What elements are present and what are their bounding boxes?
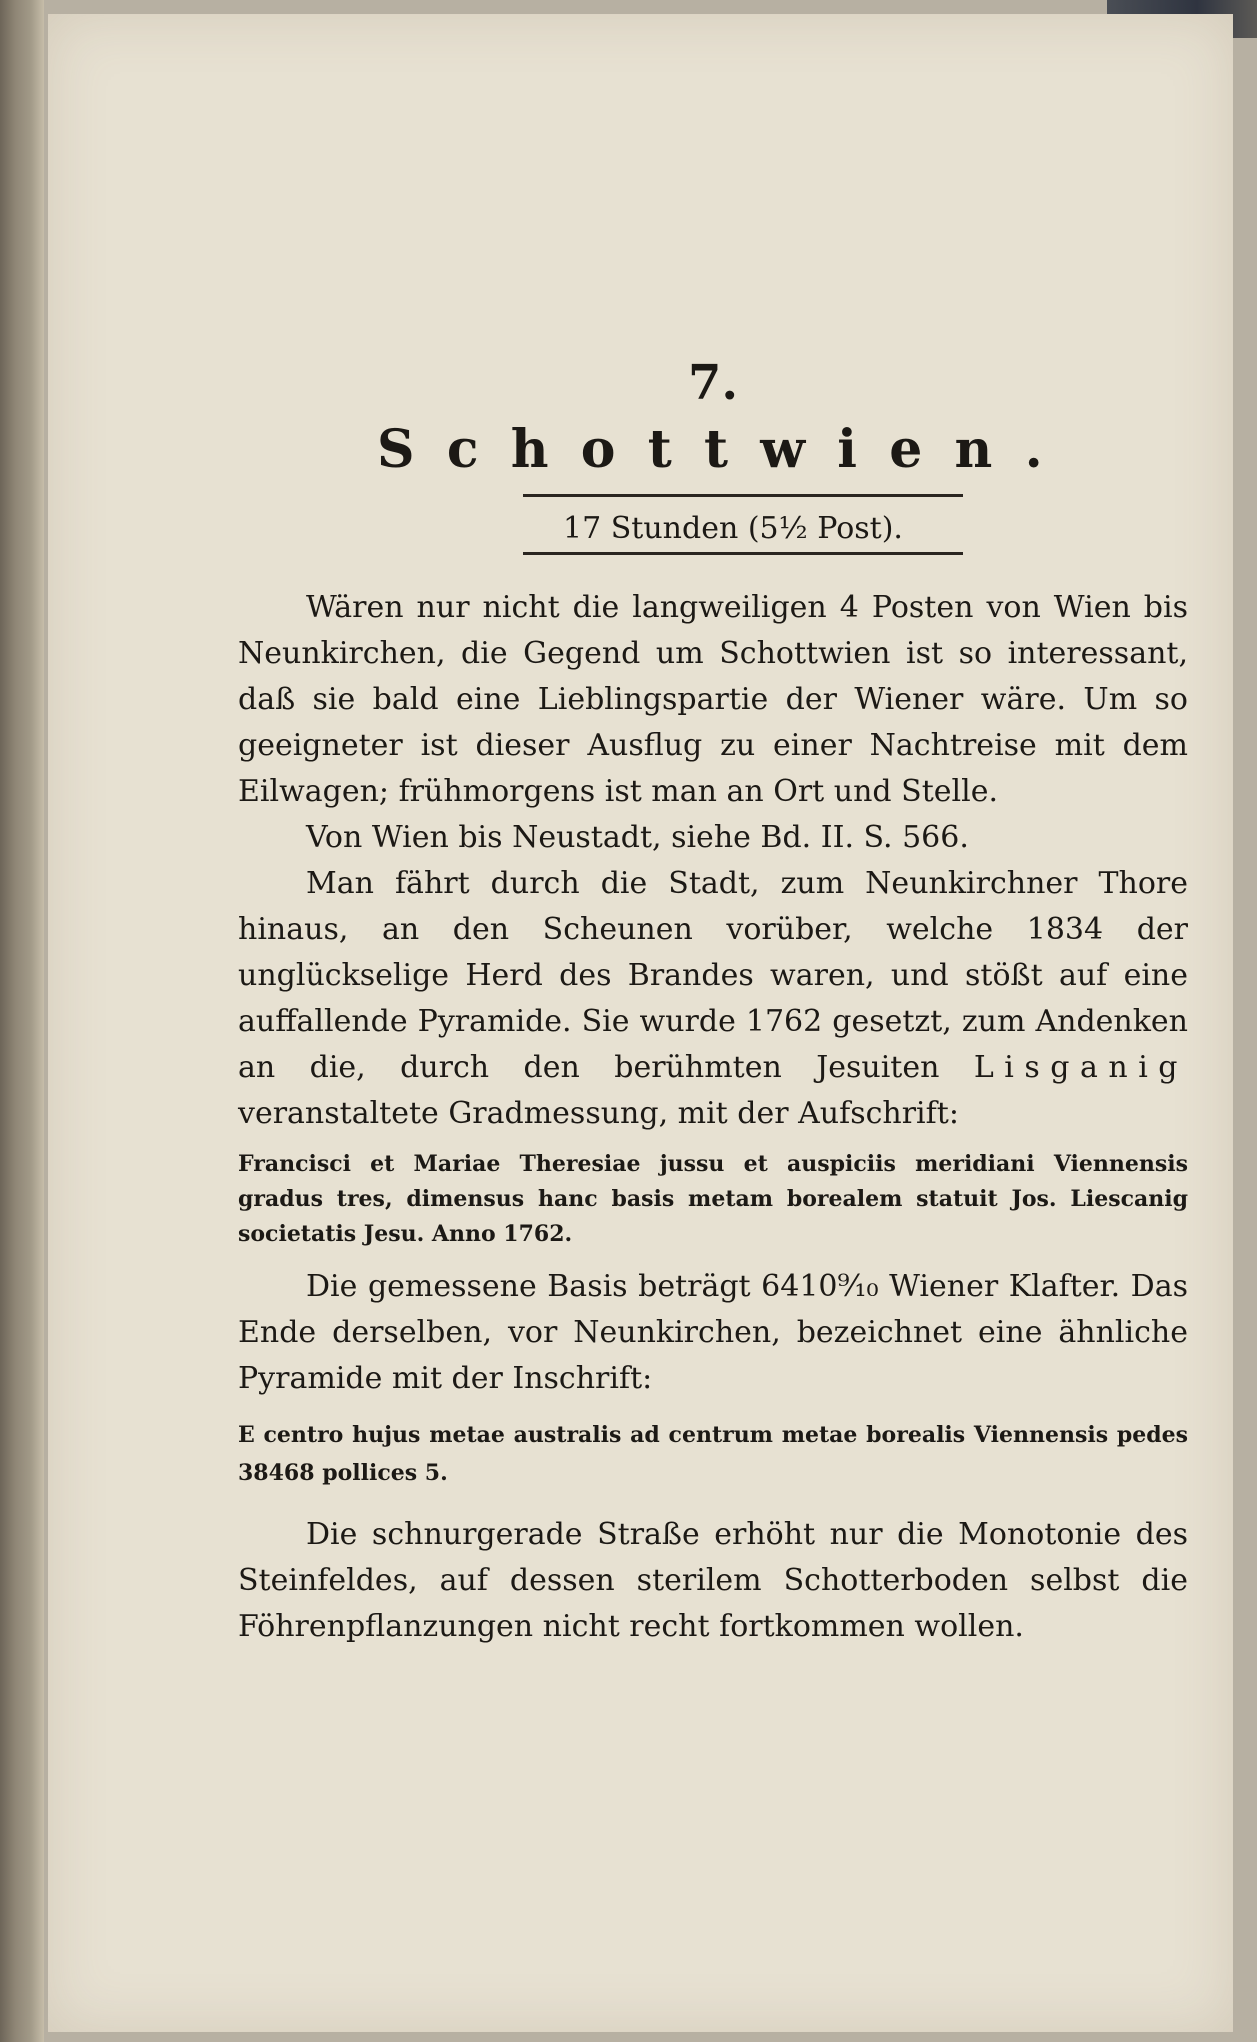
chapter-number: 7. [687, 355, 739, 411]
chapter-subtitle: 17 Stunden (5½ Post). [563, 511, 903, 547]
paragraph-pyramid-text-b: veranstaltete Gradmessung, mit der Aufschrift: [238, 1096, 959, 1132]
paragraph-pyramid [238, 861, 1188, 1137]
top-rule [523, 494, 963, 497]
chapter-title: Schottwien. [377, 419, 1075, 480]
bottom-rule [523, 552, 963, 555]
inscription-south: E centro hujus metae australis ad centrum metae borealis Viennensis pedes 38468 pollices 5. [238, 1422, 1188, 1487]
book-page [48, 14, 1233, 2032]
page-content [238, 355, 1188, 1650]
inscription-north: Francisci et Mariae Theresiae jussu et auspiciis meridiani Viennensis gradus tres, dimensus hanc basis metam borealem statuit Jos. Liescanig societatis Jesu. Anno 1762. [238, 1151, 1188, 1248]
jesuit-name: Lisganig [973, 1050, 1188, 1086]
paragraph-intro: Wären nur nicht die langweiligen 4 Posten von Wien bis Neunkirchen, die Gegend um Schottwien ist so interessant, daß sie bald eine Lieblingspartie der Wiener wäre. Um so geeigneter ist dieser Ausflug zu einer Nachtreise mit dem Eilwagen; frühmorgens ist man an Ort und Stelle. [238, 590, 1188, 810]
book-binding [0, 0, 44, 2042]
paragraph-pyramid-text-a: Man fährt durch die Stadt, zum Neunkirchner Thore hinaus, an den Scheunen vorüber, welche 1834 der unglückselige Herd des Brandes waren, und stößt auf eine auffallende Pyramide. Sie wurde 1762 gesetzt, zum Andenken an die, durch den berühmten Jesuiten [238, 866, 1188, 1086]
paragraph-basis: Die gemessene Basis beträgt 6410⁹⁄₁₀ Wiener Klafter. Das Ende derselben, vor Neunkirchen, bezeichnet eine ähnliche Pyramide mit der Inschrift: [238, 1269, 1188, 1397]
paragraph-route: Von Wien bis Neustadt, siehe Bd. II. S. 566. [306, 820, 969, 856]
paragraph-steinfeld: Die schnurgerade Straße erhöht nur die Monotonie des Steinfeldes, auf dessen sterilem Schotterboden selbst die Föhrenpflanzungen nicht recht fortkommen wollen. [238, 1517, 1188, 1645]
